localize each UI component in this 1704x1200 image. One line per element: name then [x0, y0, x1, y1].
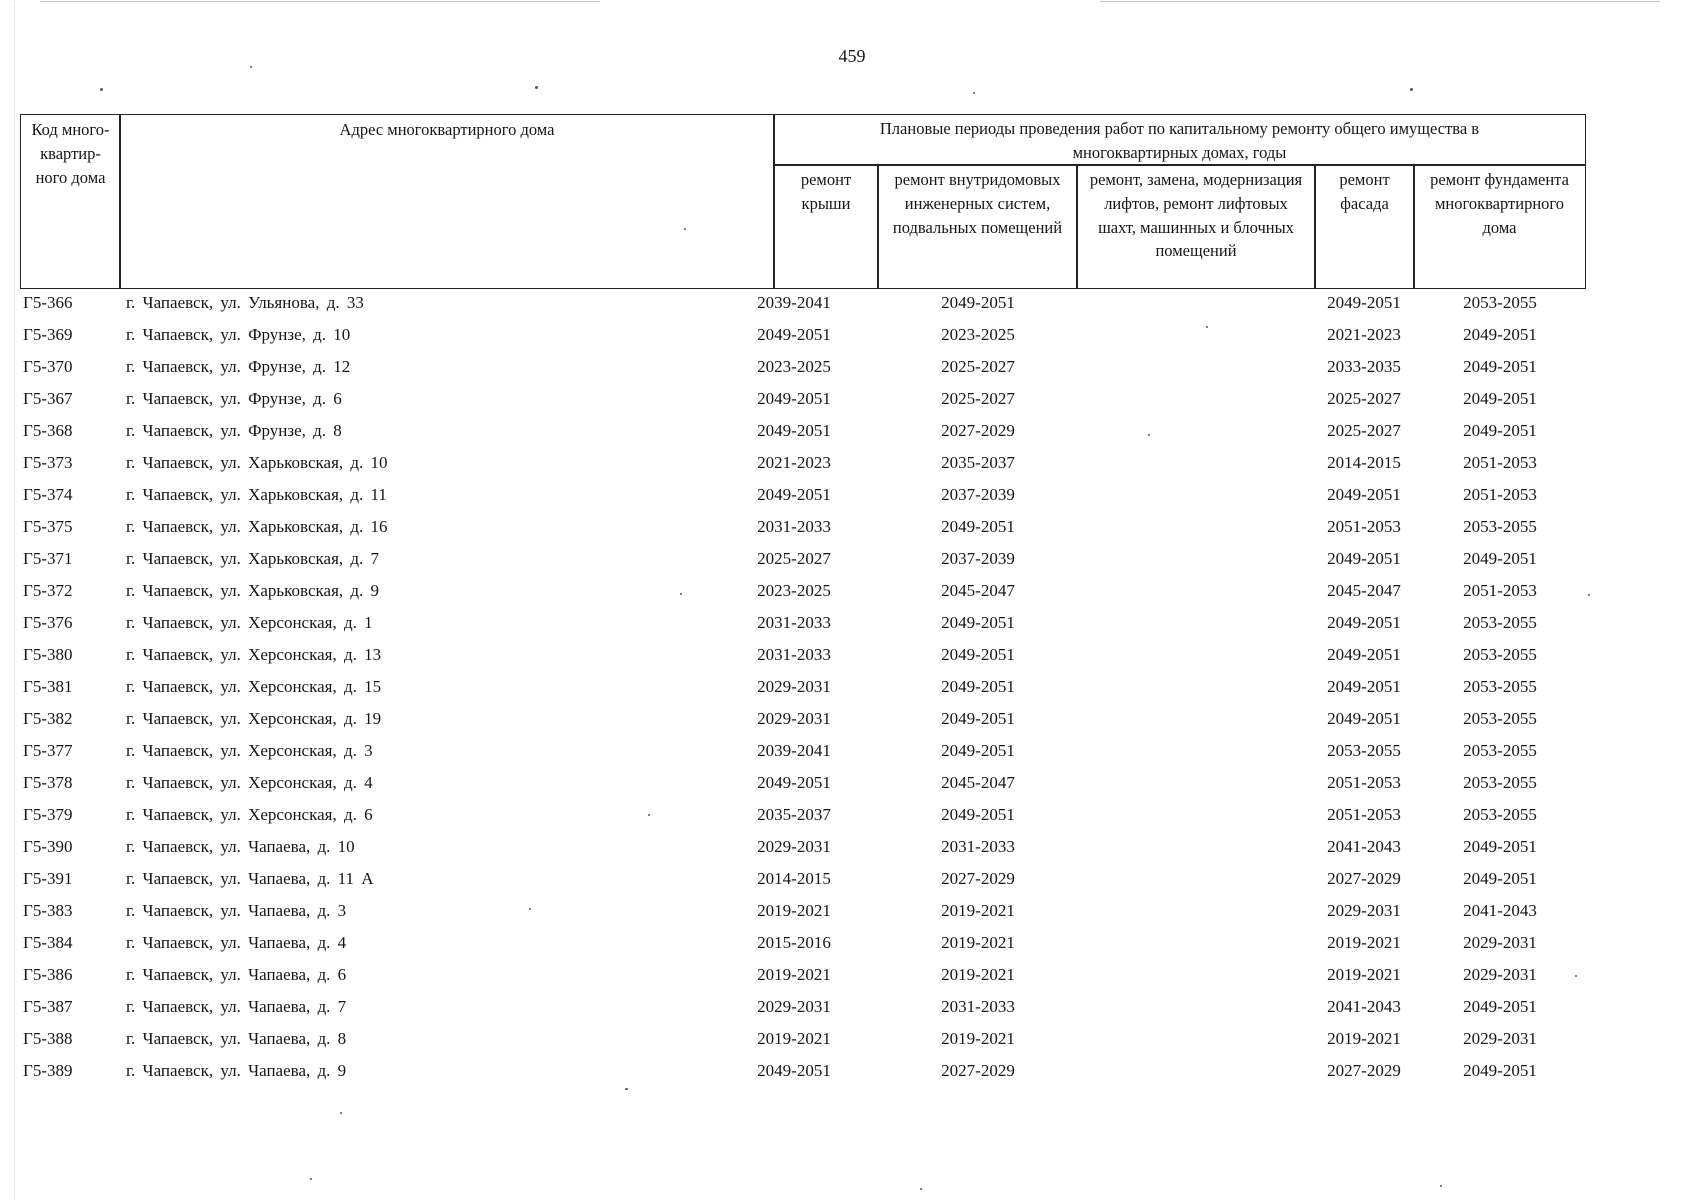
- cell-facade: 2049-2051: [1327, 485, 1401, 504]
- table-row: [20, 1023, 1580, 1055]
- scan-speck: [1206, 326, 1208, 328]
- scan-speck: [250, 66, 252, 68]
- cell-roof: 2019-2021: [757, 901, 831, 920]
- cell-engineering: 2049-2051: [941, 645, 1015, 664]
- cell-facade: 2041-2043: [1327, 997, 1401, 1016]
- cell-roof: 2014-2015: [757, 869, 831, 888]
- cell-foundation: 2041-2043: [1463, 901, 1537, 920]
- cell-roof: 2029-2031: [757, 837, 831, 856]
- cell-address: г. Чапаевск, ул. Харьковская, д. 16: [126, 517, 388, 536]
- header-facade: ремонт фасада: [1339, 170, 1390, 213]
- header-address-cell: [119, 114, 775, 289]
- table-row: [20, 927, 1580, 959]
- cell-facade: 2027-2029: [1327, 869, 1401, 888]
- cell-engineering: 2019-2021: [941, 901, 1015, 920]
- cell-foundation: 2049-2051: [1463, 357, 1537, 376]
- cell-engineering: 2027-2029: [941, 421, 1015, 440]
- cell-facade: 2029-2031: [1327, 901, 1401, 920]
- cell-facade: 2053-2055: [1327, 741, 1401, 760]
- header-engineering: ремонт внутридомовых инженерных систем, подвальных помещений: [892, 170, 1063, 237]
- cell-address: г. Чапаевск, ул. Чапаева, д. 6: [126, 965, 347, 984]
- cell-facade: 2041-2043: [1327, 837, 1401, 856]
- binding-edge: [0, 0, 15, 1200]
- cell-facade: 2051-2053: [1327, 517, 1401, 536]
- cell-code: Г5-378: [23, 773, 73, 792]
- header-engineering-cell: [877, 164, 1078, 289]
- table-row: [20, 287, 1580, 319]
- cell-code: Г5-389: [23, 1061, 73, 1080]
- cell-foundation: 2053-2055: [1463, 645, 1537, 664]
- cell-address: г. Чапаевск, ул. Чапаева, д. 9: [126, 1061, 347, 1080]
- cell-foundation: 2053-2055: [1463, 517, 1537, 536]
- cell-roof: 2021-2023: [757, 453, 831, 472]
- scan-speck: [684, 228, 686, 230]
- scan-top-rule-right: [1100, 1, 1660, 2]
- table-row: [20, 607, 1580, 639]
- cell-roof: 2049-2051: [757, 485, 831, 504]
- cell-engineering: 2049-2051: [941, 677, 1015, 696]
- cell-facade: 2049-2051: [1327, 293, 1401, 312]
- cell-code: Г5-375: [23, 517, 73, 536]
- table-row: [20, 991, 1580, 1023]
- cell-engineering: 2049-2051: [941, 517, 1015, 536]
- page-number: 459: [838, 46, 866, 66]
- cell-code: Г5-370: [23, 357, 73, 376]
- table-row: [20, 863, 1580, 895]
- scan-speck: [100, 88, 103, 91]
- cell-address: г. Чапаевск, ул. Чапаева, д. 3: [126, 901, 347, 920]
- header-lifts-cell: [1076, 164, 1316, 289]
- cell-engineering: 2045-2047: [941, 773, 1015, 792]
- cell-foundation: 2051-2053: [1463, 453, 1537, 472]
- scan-speck: [625, 1088, 628, 1090]
- cell-address: г. Чапаевск, ул. Чапаева, д. 7: [126, 997, 347, 1016]
- cell-address: г. Чапаевск, ул. Херсонская, д. 19: [126, 709, 382, 728]
- scan-speck: [680, 593, 682, 595]
- scan-speck: [920, 1188, 922, 1190]
- cell-facade: 2025-2027: [1327, 421, 1401, 440]
- cell-facade: 2049-2051: [1327, 645, 1401, 664]
- cell-engineering: 2027-2029: [941, 869, 1015, 888]
- cell-roof: 2049-2051: [757, 1061, 831, 1080]
- scan-speck: [1575, 975, 1577, 977]
- header-facade-cell: [1314, 164, 1415, 289]
- cell-roof: 2049-2051: [757, 325, 831, 344]
- cell-address: г. Чапаевск, ул. Фрунзе, д. 6: [126, 389, 342, 408]
- scan-speck: [648, 814, 650, 816]
- table-row: [20, 575, 1580, 607]
- cell-code: Г5-373: [23, 453, 73, 472]
- cell-code: Г5-391: [23, 869, 73, 888]
- cell-foundation: 2053-2055: [1463, 293, 1537, 312]
- cell-code: Г5-377: [23, 741, 73, 760]
- cell-engineering: 2049-2051: [941, 613, 1015, 632]
- cell-address: г. Чапаевск, ул. Чапаева, д. 8: [126, 1029, 347, 1048]
- cell-address: г. Чапаевск, ул. Херсонская, д. 6: [126, 805, 373, 824]
- cell-foundation: 2029-2031: [1463, 1029, 1537, 1048]
- cell-roof: 2023-2025: [757, 581, 831, 600]
- table-row: [20, 735, 1580, 767]
- cell-address: г. Чапаевск, ул. Фрунзе, д. 8: [126, 421, 342, 440]
- cell-engineering: 2025-2027: [941, 357, 1015, 376]
- cell-foundation: 2051-2053: [1463, 581, 1537, 600]
- cell-address: г. Чапаевск, ул. Харьковская, д. 10: [126, 453, 388, 472]
- cell-foundation: 2049-2051: [1463, 421, 1537, 440]
- cell-address: г. Чапаевск, ул. Херсонская, д. 3: [126, 741, 373, 760]
- cell-foundation: 2053-2055: [1463, 741, 1537, 760]
- cell-roof: 2031-2033: [757, 517, 831, 536]
- scan-speck: [340, 1112, 342, 1114]
- cell-roof: 2023-2025: [757, 357, 831, 376]
- cell-facade: 2027-2029: [1327, 1061, 1401, 1080]
- cell-engineering: 2031-2033: [941, 997, 1015, 1016]
- table-row: [20, 415, 1580, 447]
- cell-roof: 2049-2051: [757, 389, 831, 408]
- cell-address: г. Чапаевск, ул. Фрунзе, д. 10: [126, 325, 351, 344]
- cell-address: г. Чапаевск, ул. Херсонская, д. 1: [126, 613, 373, 632]
- table-row: [20, 895, 1580, 927]
- cell-code: Г5-371: [23, 549, 73, 568]
- cell-engineering: 2019-2021: [941, 933, 1015, 952]
- header-code: Код много-квартир-ного дома: [31, 120, 110, 187]
- header-foundation-cell: [1413, 164, 1586, 289]
- cell-engineering: 2049-2051: [941, 293, 1015, 312]
- cell-code: Г5-381: [23, 677, 73, 696]
- cell-facade: 2019-2021: [1327, 933, 1401, 952]
- cell-engineering: 2019-2021: [941, 965, 1015, 984]
- table-row: [20, 383, 1580, 415]
- header-roof: ремонт крыши: [800, 170, 852, 213]
- cell-code: Г5-382: [23, 709, 73, 728]
- cell-address: г. Чапаевск, ул. Чапаева, д. 4: [126, 933, 347, 952]
- cell-roof: 2029-2031: [757, 709, 831, 728]
- cell-facade: 2045-2047: [1327, 581, 1401, 600]
- cell-roof: 2049-2051: [757, 773, 831, 792]
- cell-engineering: 2025-2027: [941, 389, 1015, 408]
- cell-roof: 2039-2041: [757, 293, 831, 312]
- header-address: Адрес многоквартирного дома: [339, 120, 555, 139]
- cell-foundation: 2053-2055: [1463, 773, 1537, 792]
- table-row: [20, 703, 1580, 735]
- scan-top-rule-left: [40, 1, 600, 2]
- table-row: [20, 543, 1580, 575]
- cell-code: Г5-387: [23, 997, 73, 1016]
- cell-code: Г5-376: [23, 613, 73, 632]
- cell-address: г. Чапаевск, ул. Херсонская, д. 15: [126, 677, 382, 696]
- cell-address: г. Чапаевск, ул. Харьковская, д. 11: [126, 485, 387, 504]
- cell-code: Г5-383: [23, 901, 73, 920]
- table-row: [20, 799, 1580, 831]
- scan-speck: [1148, 434, 1150, 436]
- cell-roof: 2019-2021: [757, 1029, 831, 1048]
- scan-speck: [1588, 594, 1590, 596]
- cell-engineering: 2049-2051: [941, 741, 1015, 760]
- cell-code: Г5-367: [23, 389, 73, 408]
- cell-facade: 2014-2015: [1327, 453, 1401, 472]
- cell-foundation: 2049-2051: [1463, 997, 1537, 1016]
- table-row: [20, 511, 1580, 543]
- cell-code: Г5-388: [23, 1029, 73, 1048]
- header-lifts: ремонт, замена, модернизация лифтов, ремонт лифтовых шахт, машинных и блочных помещений: [1089, 170, 1303, 261]
- cell-address: г. Чапаевск, ул. Ульянова, д. 33: [126, 293, 364, 312]
- cell-foundation: 2051-2053: [1463, 485, 1537, 504]
- cell-engineering: 2037-2039: [941, 485, 1015, 504]
- cell-engineering: 2035-2037: [941, 453, 1015, 472]
- cell-engineering: 2037-2039: [941, 549, 1015, 568]
- cell-facade: 2019-2021: [1327, 1029, 1401, 1048]
- cell-code: Г5-386: [23, 965, 73, 984]
- table-row: [20, 959, 1580, 991]
- table-row: [20, 671, 1580, 703]
- cell-roof: 2019-2021: [757, 965, 831, 984]
- cell-foundation: 2053-2055: [1463, 677, 1537, 696]
- cell-facade: 2025-2027: [1327, 389, 1401, 408]
- cell-roof: 2039-2041: [757, 741, 831, 760]
- header-foundation: ремонт фундамента многоквартирного дома: [1430, 170, 1569, 237]
- cell-roof: 2029-2031: [757, 677, 831, 696]
- scan-speck: [535, 86, 538, 89]
- cell-facade: 2021-2023: [1327, 325, 1401, 344]
- cell-code: Г5-384: [23, 933, 73, 952]
- cell-code: Г5-379: [23, 805, 73, 824]
- cell-facade: 2051-2053: [1327, 805, 1401, 824]
- table-row: [20, 351, 1580, 383]
- cell-foundation: 2049-2051: [1463, 389, 1537, 408]
- cell-foundation: 2049-2051: [1463, 325, 1537, 344]
- cell-code: Г5-372: [23, 581, 73, 600]
- cell-roof: 2025-2027: [757, 549, 831, 568]
- cell-engineering: 2049-2051: [941, 709, 1015, 728]
- cell-foundation: 2029-2031: [1463, 933, 1537, 952]
- cell-engineering: 2045-2047: [941, 581, 1015, 600]
- scan-speck: [1440, 1185, 1442, 1187]
- table-row: [20, 831, 1580, 863]
- cell-engineering: 2019-2021: [941, 1029, 1015, 1048]
- scan-speck: [529, 908, 531, 910]
- cell-facade: 2049-2051: [1327, 549, 1401, 568]
- cell-address: г. Чапаевск, ул. Харьковская, д. 7: [126, 549, 380, 568]
- cell-engineering: 2049-2051: [941, 805, 1015, 824]
- cell-roof: 2031-2033: [757, 613, 831, 632]
- cell-code: Г5-368: [23, 421, 73, 440]
- cell-address: г. Чапаевск, ул. Херсонская, д. 13: [126, 645, 382, 664]
- cell-foundation: 2053-2055: [1463, 709, 1537, 728]
- scan-speck: [973, 92, 975, 94]
- cell-foundation: 2049-2051: [1463, 869, 1537, 888]
- cell-code: Г5-369: [23, 325, 73, 344]
- cell-foundation: 2049-2051: [1463, 1061, 1537, 1080]
- cell-address: г. Чапаевск, ул. Херсонская, д. 4: [126, 773, 373, 792]
- cell-facade: 2049-2051: [1327, 709, 1401, 728]
- header-roof-cell: [773, 164, 879, 289]
- cell-roof: 2049-2051: [757, 421, 831, 440]
- cell-foundation: 2029-2031: [1463, 965, 1537, 984]
- cell-facade: 2049-2051: [1327, 613, 1401, 632]
- scan-speck: [310, 1178, 312, 1180]
- cell-foundation: 2049-2051: [1463, 837, 1537, 856]
- cell-roof: 2031-2033: [757, 645, 831, 664]
- header-code-cell: [20, 114, 121, 289]
- cell-code: Г5-390: [23, 837, 73, 856]
- table-row: [20, 319, 1580, 351]
- cell-code: Г5-374: [23, 485, 73, 504]
- cell-roof: 2015-2016: [757, 933, 831, 952]
- cell-facade: 2019-2021: [1327, 965, 1401, 984]
- table-row: [20, 1055, 1580, 1087]
- cell-foundation: 2053-2055: [1463, 613, 1537, 632]
- cell-foundation: 2049-2051: [1463, 549, 1537, 568]
- scan-speck: [1410, 88, 1413, 91]
- table-row: [20, 767, 1580, 799]
- cell-roof: 2029-2031: [757, 997, 831, 1016]
- header-periods-group: Плановые периоды проведения работ по капитальному ремонту общего имущества в многоквартирных домах, годы: [879, 119, 1480, 162]
- cell-facade: 2033-2035: [1327, 357, 1401, 376]
- cell-address: г. Чапаевск, ул. Фрунзе, д. 12: [126, 357, 351, 376]
- cell-engineering: 2027-2029: [941, 1061, 1015, 1080]
- cell-facade: 2049-2051: [1327, 677, 1401, 696]
- cell-address: г. Чапаевск, ул. Чапаева, д. 11 А: [126, 869, 374, 888]
- cell-engineering: 2023-2025: [941, 325, 1015, 344]
- table-row: [20, 639, 1580, 671]
- cell-code: Г5-366: [23, 293, 73, 312]
- table-row: [20, 479, 1580, 511]
- cell-facade: 2051-2053: [1327, 773, 1401, 792]
- cell-foundation: 2053-2055: [1463, 805, 1537, 824]
- cell-engineering: 2031-2033: [941, 837, 1015, 856]
- cell-code: Г5-380: [23, 645, 73, 664]
- table-row: [20, 447, 1580, 479]
- cell-roof: 2035-2037: [757, 805, 831, 824]
- cell-address: г. Чапаевск, ул. Чапаева, д. 10: [126, 837, 355, 856]
- header-periods-group-cell: [773, 114, 1586, 166]
- cell-address: г. Чапаевск, ул. Харьковская, д. 9: [126, 581, 380, 600]
